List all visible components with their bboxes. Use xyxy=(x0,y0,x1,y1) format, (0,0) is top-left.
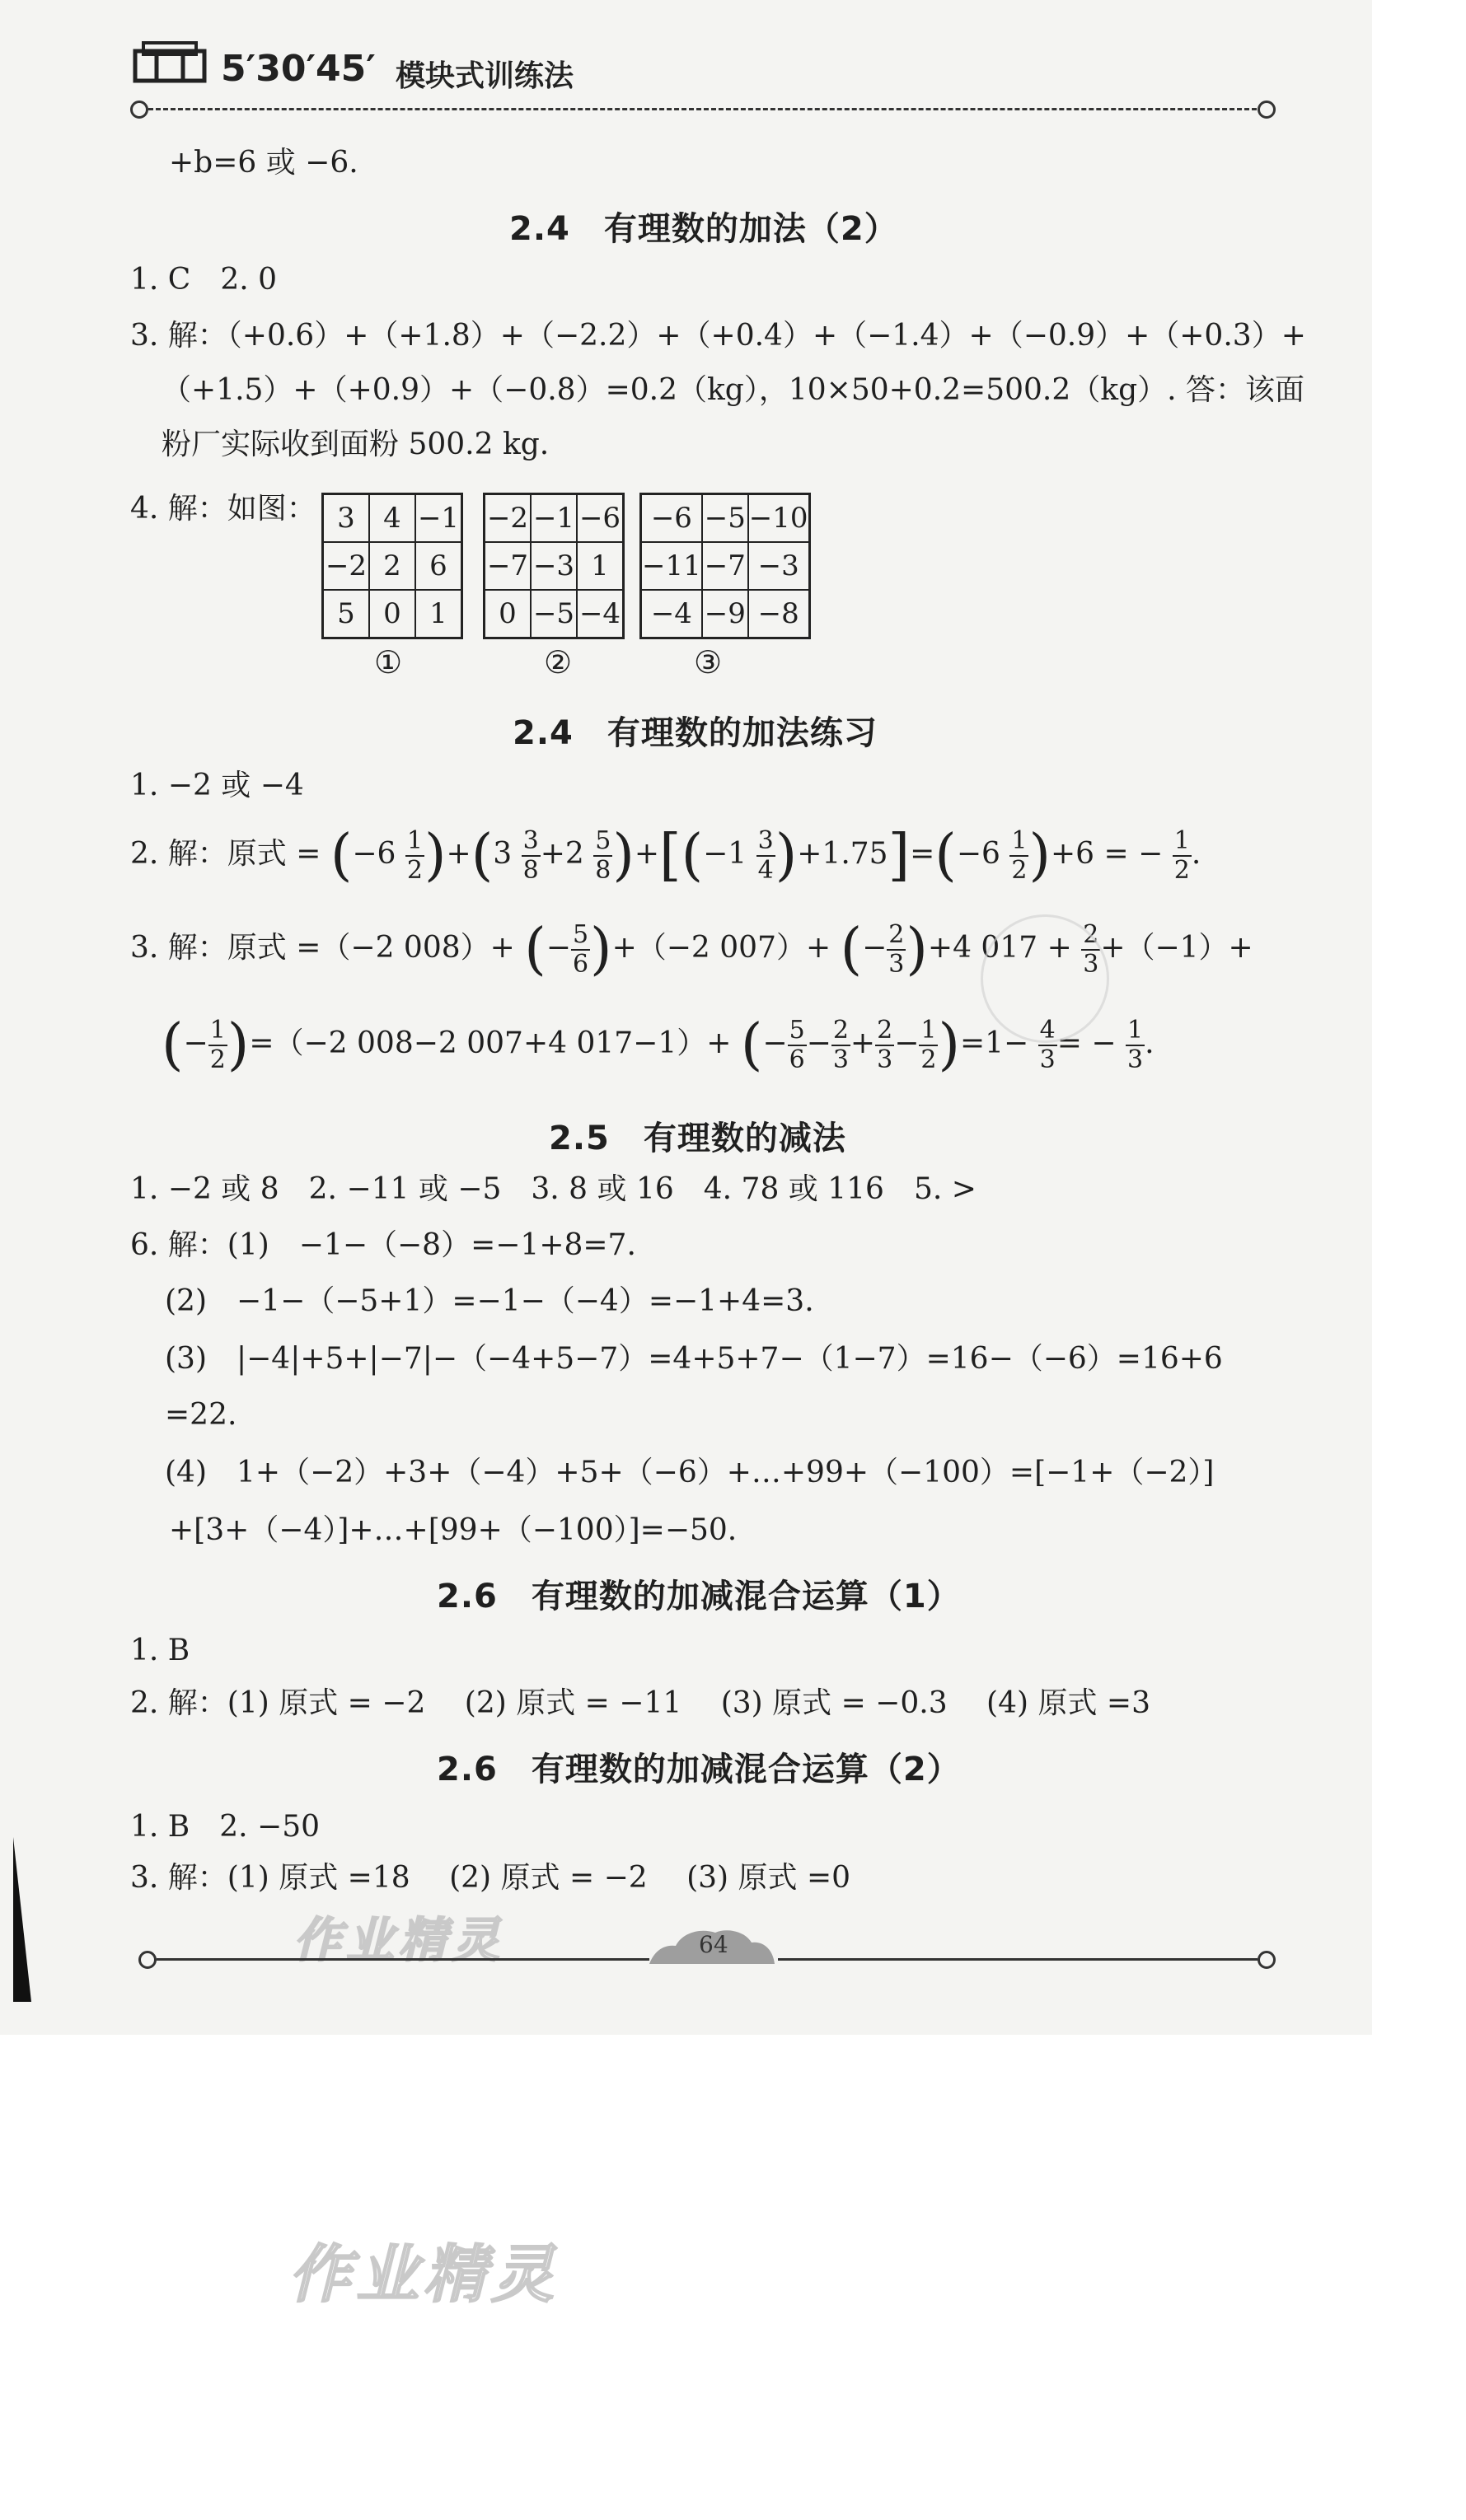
magic-square-3 xyxy=(639,493,811,639)
s3-q6-4b: +[3+（−4）]+…+[99+（−100）]=−50. xyxy=(169,1513,738,1547)
fraction: $\frac{2}{3}$ xyxy=(1083,920,1099,979)
s1-q3-line2: （+1.5）+（+0.9）+（−0.8）=0.2（kg），10×50+0.2=500.2（kg）. 答：该面 xyxy=(162,373,1305,407)
footer-ring-left xyxy=(138,1951,157,1969)
s3-q6-2: (2) −1−（−5+1）=−1−（−4）=−1+4=3. xyxy=(165,1284,814,1318)
grid-cell: −11 xyxy=(641,542,702,590)
header-brand: 5′30′45′ xyxy=(221,48,376,90)
section-title-2-4-2: 2.4 有理数的加法（2） xyxy=(509,210,898,248)
grid-cell: 5 xyxy=(323,590,370,638)
s2-q3-term: =（−2 008−2 007+4 017−1）+ xyxy=(249,1026,732,1060)
s2-q3-term: +（−2 007）+ xyxy=(611,931,831,965)
fraction: $\frac{3}{4}$ xyxy=(757,826,774,885)
s2-q2: 2. 解：原式 = (−6 $\frac{1}{2}$ )+(3 $\frac{3}{8}$ +2 $\frac{5}{8}$ )+[(−1 $\frac{3}{4}$ )+1.75]=(−6 $\frac{1}{2}$ )+6 = − $\frac{1}{2}$ . xyxy=(130,823,1201,888)
grid-label-1: ① xyxy=(374,644,403,680)
s2-q3-term: = − xyxy=(1056,1026,1117,1060)
footer-line-left xyxy=(157,1958,649,1961)
s2-q3-prefix: 3. 解：原式 =（−2 008）+ xyxy=(130,931,515,965)
s3-q6-3b: =22. xyxy=(165,1398,237,1432)
grid-cell: −3 xyxy=(531,542,577,590)
fraction: $\frac{2}{3}$ xyxy=(832,1016,849,1074)
fraction: $\frac{4}{3}$ xyxy=(1039,1016,1056,1074)
grid-cell: −2 xyxy=(323,542,370,590)
s1-q3-line1: 3. 解：（+0.6）+（+1.8）+（−2.2）+（+0.4）+（−1.4）+（−0.9）+（+0.3）+ xyxy=(130,319,1306,353)
grid-cell: 0 xyxy=(485,590,532,638)
s2-q3-term: =1− xyxy=(959,1026,1029,1060)
s2-q3-line2: (− $\frac{1}{2}$ )=（−2 008−2 007+4 017−1）+ (− $\frac{5}{6}$ − $\frac{2}{3}$ + $\frac{2}{3}$ − $\frac{1}{2}$ )=1− $\frac{4}{3}$ = − $\frac{1}{3}$ . xyxy=(162,1012,1155,1078)
s5-q3: 3. 解：(1) 原式 =18 (2) 原式 = −2 (3) 原式 =0 xyxy=(130,1861,851,1895)
grid-label-2: ② xyxy=(544,644,573,680)
s2-q3-term: +4 017 + xyxy=(927,931,1072,965)
s1-q1: 1. C 2. 0 xyxy=(130,263,278,297)
grid-cell: −3 xyxy=(748,542,809,590)
section-title-2-4-practice: 2.4 有理数的加法练习 xyxy=(513,714,878,752)
grid-cell: 6 xyxy=(415,542,462,590)
section-title-2-6-2: 2.6 有理数的加减混合运算（2） xyxy=(437,1751,961,1788)
grid-cell: −6 xyxy=(641,494,702,543)
fraction: $\frac{1}{2}$ xyxy=(1011,826,1028,885)
fraction: $\frac{1}{2}$ xyxy=(209,1016,226,1074)
grid-label-3: ③ xyxy=(694,644,723,680)
magic-square-1 xyxy=(321,493,463,639)
fraction: $\frac{1}{3}$ xyxy=(1127,1016,1144,1074)
grid-cell: −5 xyxy=(531,590,577,638)
grid-cell: 1 xyxy=(415,590,462,638)
s5-q1-2: 1. B 2. −50 xyxy=(130,1810,321,1844)
watermark-text: 作业精灵 xyxy=(293,1912,505,1968)
s1-q3-line3: 粉厂实际收到面粉 500.2 kg. xyxy=(162,428,550,461)
s4-q1: 1. B xyxy=(130,1634,190,1667)
fraction: $\frac{5}{6}$ xyxy=(789,1016,805,1074)
grid-cell: 0 xyxy=(369,590,415,638)
header-logo-icon xyxy=(132,40,208,89)
s3-q6-4: (4) 1+（−2）+3+（−4）+5+（−6）+…+99+（−100）=[−1+（−2）] xyxy=(165,1456,1215,1489)
grid-cell: −4 xyxy=(641,590,702,638)
magic-square-2 xyxy=(483,493,625,639)
s2-q2-prefix: 2. 解：原式 = xyxy=(130,837,321,871)
header-title: 模块式训练法 xyxy=(396,59,574,93)
s3-q1-5: 1. −2 或 8 2. −11 或 −5 3. 8 或 16 4. 78 或 116 5. > xyxy=(130,1172,977,1206)
grid-cell: −9 xyxy=(702,590,748,638)
scan-edge-shadow xyxy=(13,1837,31,2002)
fraction: $\frac{2}{3}$ xyxy=(877,1016,893,1074)
grid-cell: 2 xyxy=(369,542,415,590)
grid-cell: −8 xyxy=(748,590,809,638)
watermark-text-lower: 作业精灵 xyxy=(288,2237,559,2311)
grid-cell: −1 xyxy=(415,494,462,543)
s3-q6-1: 6. 解：(1) −1−（−8）=−1+8=7. xyxy=(130,1228,636,1262)
fraction: $\frac{3}{8}$ xyxy=(522,826,539,885)
grid-cell: −10 xyxy=(748,494,809,543)
grid-cell: −5 xyxy=(702,494,748,543)
fraction: $\frac{1}{2}$ xyxy=(1173,826,1190,885)
fraction: $\frac{1}{2}$ xyxy=(406,826,424,885)
s2-q2-term: +6 = − xyxy=(1050,837,1164,871)
s2-q2-term: −1 xyxy=(703,837,747,871)
page-number: 64 xyxy=(699,1931,728,1958)
section-title-2-6-1: 2.6 有理数的加减混合运算（1） xyxy=(437,1578,961,1615)
grid-cell: −4 xyxy=(577,590,624,638)
s2-q2-term: −6 xyxy=(956,837,1000,871)
grid-cell: 3 xyxy=(323,494,370,543)
footer-line-right xyxy=(778,1958,1258,1961)
grid-cell: 4 xyxy=(369,494,415,543)
s2-q1: 1. −2 或 −4 xyxy=(130,769,304,802)
fraction: $\frac{1}{2}$ xyxy=(920,1016,937,1074)
grid-cell: −7 xyxy=(485,542,532,590)
grid-cell: −7 xyxy=(702,542,748,590)
fraction: $\frac{5}{8}$ xyxy=(595,826,611,885)
stamp-watermark-icon xyxy=(981,914,1109,1043)
s2-q2-term: 3 xyxy=(493,837,513,871)
header-ring-left xyxy=(130,101,148,119)
section-title-2-5: 2.5 有理数的减法 xyxy=(549,1120,846,1157)
s2-q3-line1: 3. 解：原式 =（−2 008）+ (− $\frac{5}{6}$ )+（−2 007）+ (− $\frac{2}{3}$ )+4 017 + $\frac{2}{3}$ +（−1）+ xyxy=(130,917,1253,982)
header-ring-right xyxy=(1258,101,1276,119)
footer-ring-right xyxy=(1258,1951,1276,1969)
grid-cell: −1 xyxy=(531,494,577,543)
s2-q2-term: +1.75 xyxy=(797,837,888,871)
grid-cell: −6 xyxy=(577,494,624,543)
s1-q4-label: 4. 解：如图： xyxy=(130,492,316,526)
s4-q2: 2. 解：(1) 原式 = −2 (2) 原式 = −11 (3) 原式 = −0.3 (4) 原式 =3 xyxy=(130,1686,1150,1720)
s2-q2-term: +2 xyxy=(540,837,584,871)
s2-q3-term: +（−1）+ xyxy=(1100,931,1253,965)
s2-q2-term: −6 xyxy=(352,837,396,871)
header-divider xyxy=(148,108,1257,110)
grid-cell: 1 xyxy=(577,542,624,590)
fraction: $\frac{2}{3}$ xyxy=(888,920,905,979)
grid-cell: −2 xyxy=(485,494,532,543)
s3-q6-3: (3) |−4|+5+|−7|−（−4+5−7）=4+5+7−（1−7）=16−（−6）=16+6 xyxy=(165,1342,1223,1376)
fraction: $\frac{5}{6}$ xyxy=(572,920,589,979)
carry-line: +b=6 或 −6. xyxy=(169,146,358,180)
